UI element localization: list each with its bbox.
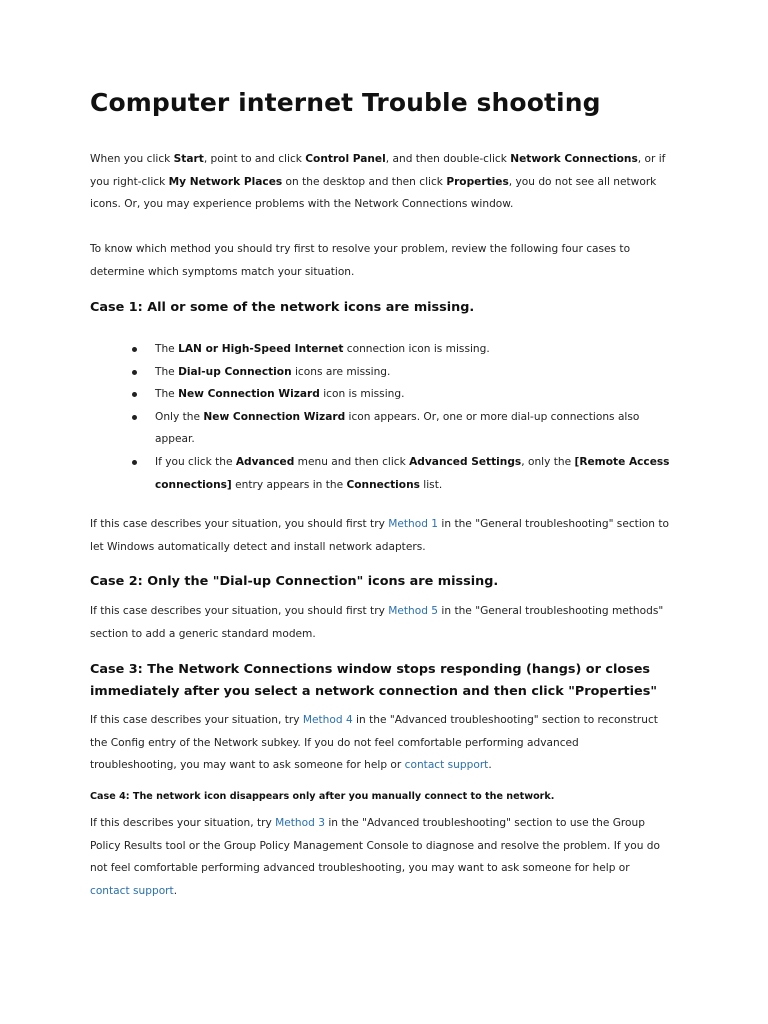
text: , only the xyxy=(521,455,575,468)
bold-advanced-settings: Advanced Settings xyxy=(409,455,522,468)
text: list. xyxy=(419,478,443,491)
bold-text: New Connection Wizard xyxy=(178,388,320,401)
case-4-resolution xyxy=(90,812,690,902)
text: section to add a generic standard modem. xyxy=(90,627,316,640)
list-item xyxy=(90,383,690,406)
bold-remote-access: [Remote Access xyxy=(574,455,670,468)
text: not feel comfortable performing advanced troubleshooting, you may want to ask someone for help or xyxy=(90,862,630,875)
intro-paragraph xyxy=(90,148,690,216)
text: in the "Advanced troubleshooting" section to reconstruct xyxy=(352,714,658,726)
text: Only the xyxy=(155,410,204,423)
text: in the "General troubleshooting" section to xyxy=(438,518,669,530)
bold-connections: Connections xyxy=(346,478,420,491)
case-2-resolution xyxy=(90,600,690,645)
method-4-link[interactable]: Method 4 xyxy=(302,714,353,726)
intro-line-3: icons. Or, you may experience problems with the Network Connections window. xyxy=(90,198,514,211)
text: Policy Results tool or the Group Policy Management Console to diagnose and resolve the problem. If you do xyxy=(90,839,660,852)
text: If this describes your situation, try xyxy=(90,817,276,829)
bold-my-network-places: My Network Places xyxy=(168,175,283,188)
bold-text: Dial-up Connection xyxy=(178,365,292,378)
bullet-icon xyxy=(132,370,137,375)
know-line-2: determine which symptoms match your situation. xyxy=(90,265,355,278)
text: When you click xyxy=(90,153,174,165)
case-3-resolution xyxy=(90,709,690,777)
know-paragraph xyxy=(90,238,690,283)
contact-support-link[interactable]: contact support xyxy=(404,759,489,772)
intro-line-2 xyxy=(90,171,690,194)
text: If this case describes your situation, try xyxy=(90,714,303,726)
case-4-section xyxy=(90,788,690,806)
text: . xyxy=(173,884,178,897)
text: , and then double-click xyxy=(385,153,511,165)
text: The xyxy=(155,365,179,378)
case-1-bullet-list xyxy=(90,338,690,496)
text: If you click the xyxy=(155,455,236,468)
text: icon appears. Or, one or more dial-up connections also xyxy=(345,410,640,423)
method-3-link[interactable]: Method 3 xyxy=(275,817,325,829)
text: If this case describes your situation, you should first try xyxy=(90,518,389,530)
text: . xyxy=(488,759,492,772)
text: appear. xyxy=(155,433,195,446)
text: If this case describes your situation, you should first try xyxy=(90,605,389,617)
method-5-link[interactable]: Method 5 xyxy=(388,605,439,617)
bold-text: New Connection Wizard xyxy=(203,410,346,423)
bold-advanced: Advanced xyxy=(235,455,295,468)
case-1-section xyxy=(90,297,690,319)
bullet-icon xyxy=(132,347,137,352)
text: menu and then click xyxy=(294,455,410,468)
text: , you do not see all network xyxy=(508,175,657,188)
list-item xyxy=(90,451,690,496)
bold-text: LAN or High-Speed Internet xyxy=(178,343,344,355)
text: , point to and click xyxy=(203,153,306,165)
text: troubleshooting, you may want to ask someone for help or xyxy=(90,759,405,772)
know-line-1: To know which method you should try first to resolve your problem, review the following four cases to xyxy=(90,243,631,255)
case-3-section xyxy=(90,659,690,703)
heading-line: immediately after you select a network connection and then click "Properties" xyxy=(90,684,657,699)
method-1-link[interactable]: Method 1 xyxy=(388,518,439,530)
bold-start: Start xyxy=(173,153,204,165)
text: icons are missing. xyxy=(291,365,391,378)
heading-line: Case 3: The Network Connections window stops responding (hangs) or closes xyxy=(90,662,651,677)
bold-connections-bracket: connections] xyxy=(155,478,232,491)
text: The xyxy=(155,343,179,355)
bullet-icon xyxy=(132,415,137,420)
case-2-heading: Case 2: Only the "Dial-up Connection" icons are missing. xyxy=(90,574,499,589)
case-4-heading: Case 4: The network icon disappears only after you manually connect to the network. xyxy=(90,791,555,802)
list-item xyxy=(90,406,690,451)
case-1-resolution xyxy=(90,513,690,558)
text: connection icon is missing. xyxy=(343,343,490,355)
bold-network-connections: Network Connections xyxy=(510,153,638,165)
text: you right-click xyxy=(90,175,169,188)
list-item xyxy=(90,361,690,384)
bold-control-panel: Control Panel xyxy=(305,153,386,165)
bold-properties: Properties xyxy=(446,175,509,188)
bullet-icon xyxy=(132,392,137,397)
case-1-heading: Case 1: All or some of the network icons are missing. xyxy=(90,300,475,315)
list-item xyxy=(90,338,690,361)
bullet-icon xyxy=(132,460,137,465)
intro-line-1 xyxy=(90,148,690,171)
contact-support-link[interactable]: contact support xyxy=(90,884,174,897)
text: , or if xyxy=(637,153,666,165)
case-3-heading xyxy=(90,659,690,703)
text: let Windows automatically detect and install network adapters. xyxy=(90,540,426,553)
text: The xyxy=(155,388,179,401)
text: in the "General troubleshooting methods" xyxy=(438,605,664,617)
text: the Config entry of the Network subkey. If you do not feel comfortable performing advanced xyxy=(90,736,579,749)
text: icon is missing. xyxy=(319,388,405,401)
text: in the "Advanced troubleshooting" section to use the Group xyxy=(324,817,645,829)
text: entry appears in the xyxy=(231,478,347,491)
text: on the desktop and then click xyxy=(282,175,447,188)
page-title: Computer internet Trouble shooting xyxy=(90,88,601,117)
case-2-section xyxy=(90,571,690,593)
